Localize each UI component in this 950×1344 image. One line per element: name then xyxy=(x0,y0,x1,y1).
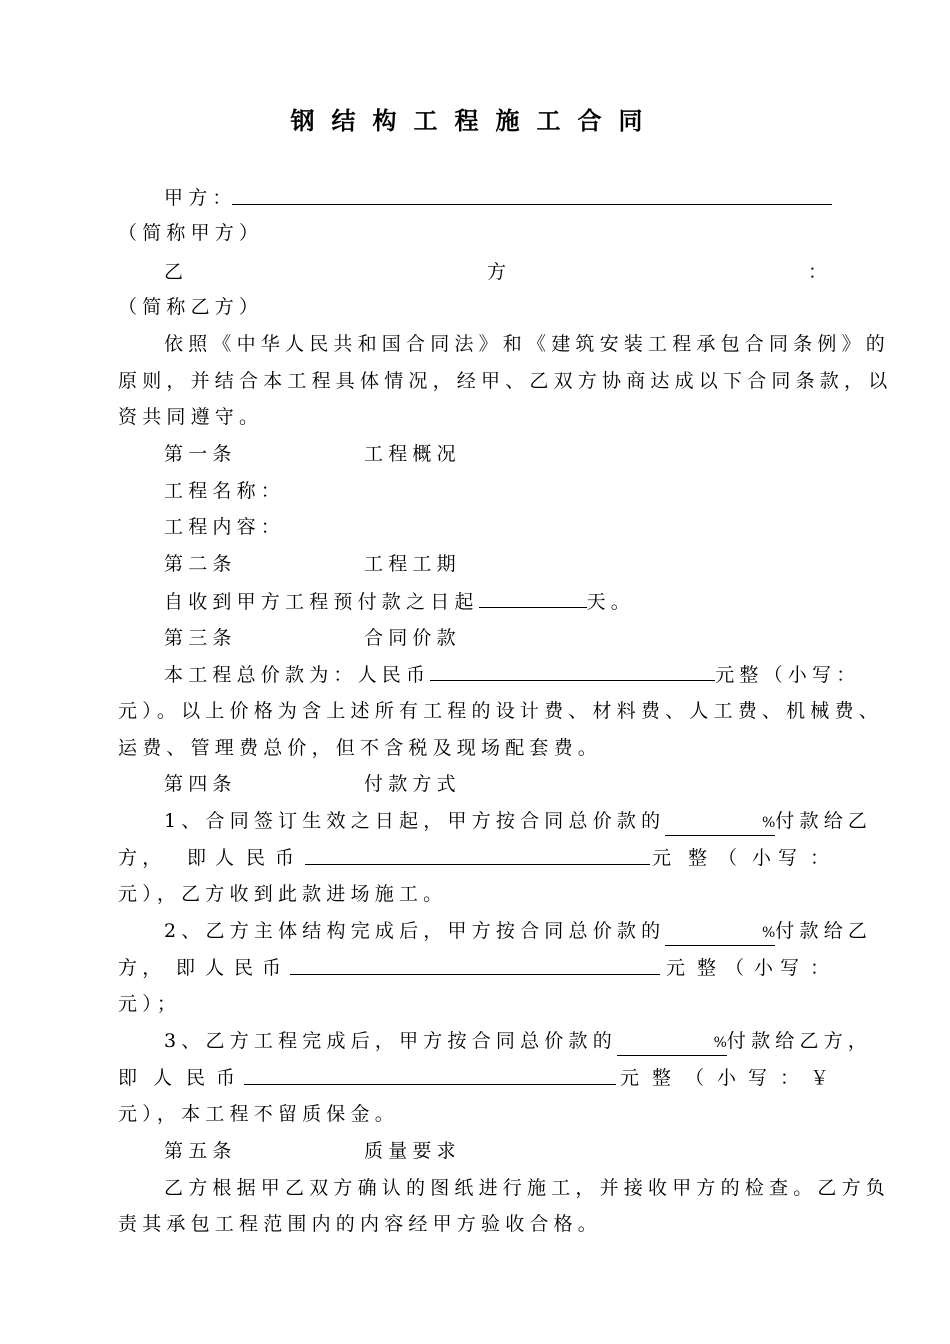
payment-1-tail-2: 整 xyxy=(688,847,713,869)
payment-1-word-4: 民 xyxy=(246,847,271,869)
article-1-number: 第一条 xyxy=(164,443,237,465)
payment-2-tail-3: （ xyxy=(725,957,750,979)
payment-3-percent-blank[interactable]: % xyxy=(617,1031,727,1056)
payment-2-word-4: 民 xyxy=(234,957,259,979)
article-2-heading xyxy=(164,552,461,576)
intro-line-2: 原则，并结合本工程具体情况，经甲、乙双方协商达成以下合同条款，以 xyxy=(118,370,893,392)
quality-line-1: 乙方根据甲乙双方确认的图纸进行施工，并接收甲方的检查。乙方负 xyxy=(164,1177,891,1199)
payment-1-word-1: 方， xyxy=(118,847,167,869)
party-a-blank[interactable] xyxy=(232,204,832,205)
payment-2-tail-6: ： xyxy=(810,957,835,979)
party-b-char-2: 方 xyxy=(487,261,512,283)
intro-line-3: 资共同遵守。 xyxy=(118,406,264,428)
payment-1-word-2: 即 xyxy=(187,847,212,869)
payment-3-word-4: 币 xyxy=(216,1067,241,1089)
article-4-title: 付款方式 xyxy=(364,773,461,795)
project-content-label: 工程内容： xyxy=(164,516,286,538)
article-5-number: 第五条 xyxy=(164,1140,237,1162)
payment-2-prefix: 2、乙方主体结构完成后，甲方按合同总价款的 xyxy=(164,920,666,942)
payment-3-word-1: 即 xyxy=(118,1067,143,1089)
payment-1-tail-1: 元 xyxy=(652,847,677,869)
article-4-heading xyxy=(164,772,461,796)
payment-2-word-1: 方， xyxy=(118,957,167,979)
payment-2-word-3: 人 xyxy=(205,957,230,979)
payment-3-tail-4: 小 xyxy=(717,1067,742,1089)
payment-3-tail-1: 元 xyxy=(620,1067,645,1089)
article-2-title: 工程工期 xyxy=(364,553,461,575)
payment-1-tail-6: ： xyxy=(810,847,835,869)
payment-3-word-3: 民 xyxy=(186,1067,211,1089)
payment-3-tail-7: ￥ xyxy=(810,1067,835,1089)
payment-1-line-3: 元），乙方收到此款进场施工。 xyxy=(118,883,448,905)
payment-2-tail-2: 整 xyxy=(697,957,722,979)
payment-2-tail-4: 小 xyxy=(754,957,779,979)
payment-3-word-2: 人 xyxy=(153,1067,178,1089)
contract-title: 钢结构工程施工合同 xyxy=(290,107,660,135)
project-name-label: 工程名称： xyxy=(164,480,286,502)
article-3-heading xyxy=(164,626,461,650)
party-b-colon: ： xyxy=(808,261,833,283)
payment-2-percent-blank[interactable]: % xyxy=(665,921,775,946)
payment-1-prefix: 1、合同签订生效之日起，甲方按合同总价款的 xyxy=(164,810,666,832)
total-price-line xyxy=(164,662,860,687)
article-5-title: 质量要求 xyxy=(364,1140,461,1162)
payment-1-tail-3: （ xyxy=(718,847,743,869)
duration-days-blank[interactable] xyxy=(479,589,587,608)
duration-prefix: 自收到甲方工程预付款之日起 xyxy=(164,591,479,613)
article-1-title: 工程概况 xyxy=(364,443,461,465)
payment-1-line-1 xyxy=(164,809,872,836)
duration-suffix: 天。 xyxy=(586,591,636,613)
payment-2-tail-5: 写 xyxy=(780,957,805,979)
total-price-prefix: 本工程总价款为：人民币 xyxy=(164,664,431,686)
total-price-blank[interactable] xyxy=(430,662,715,681)
intro-line-1: 依照《中华人民共和国合同法》和《建筑安装工程承包合同条例》的 xyxy=(164,333,891,355)
payment-2-line-3: 元）； xyxy=(118,993,182,1015)
total-price-suffix: 元整（小写： xyxy=(715,664,861,686)
payment-3-tail-3: （ xyxy=(685,1067,710,1089)
payment-1-tail-5: 写 xyxy=(778,847,803,869)
payment-2-suffix: 付款给乙 xyxy=(775,920,873,942)
party-b-short: （简称乙方） xyxy=(118,296,264,318)
party-b-char-1: 乙 xyxy=(164,261,189,283)
payment-3-tail-2: 整 xyxy=(652,1067,677,1089)
article-3-title: 合同价款 xyxy=(364,627,461,649)
price-note-line-2: 运费、管理费总价，但不含税及现场配套费。 xyxy=(118,737,603,759)
payment-2-line-1 xyxy=(164,919,872,946)
duration-line xyxy=(164,589,635,614)
payment-3-tail-5: 写 xyxy=(748,1067,773,1089)
party-a-short: （简称甲方） xyxy=(118,222,264,244)
payment-2-word-5: 币 xyxy=(262,957,287,979)
payment-2-word-2: 即 xyxy=(176,957,201,979)
payment-1-word-3: 人 xyxy=(215,847,240,869)
payment-2-tail-1: 元 xyxy=(666,957,691,979)
article-5-heading xyxy=(164,1139,461,1163)
payment-3-suffix: 付款给乙方， xyxy=(726,1030,873,1052)
payment-1-percent-blank[interactable]: % xyxy=(665,811,775,836)
article-1-heading xyxy=(164,442,461,466)
payment-1-suffix: 付款给乙 xyxy=(775,810,873,832)
article-3-number: 第三条 xyxy=(164,627,237,649)
payment-3-prefix: 3、乙方工程完成后，甲方按合同总价款的 xyxy=(164,1030,617,1052)
payment-1-word-5: 币 xyxy=(275,847,300,869)
payment-3-line-1 xyxy=(164,1029,872,1056)
party-a-label: 甲方： xyxy=(164,187,237,209)
price-note-line-1: 元）。以上价格为含上述所有工程的设计费、材料费、人工费、机械费、 xyxy=(118,700,883,722)
article-4-number: 第四条 xyxy=(164,773,237,795)
payment-1-tail-4: 小 xyxy=(752,847,777,869)
payment-3-amount-blank[interactable] xyxy=(244,1084,616,1085)
quality-line-2: 责其承包工程范围内的内容经甲方验收合格。 xyxy=(118,1213,603,1235)
payment-2-amount-blank[interactable] xyxy=(290,974,660,975)
article-2-number: 第二条 xyxy=(164,553,237,575)
payment-1-amount-blank[interactable] xyxy=(305,864,650,865)
payment-3-line-3: 元），本工程不留质保金。 xyxy=(118,1103,399,1125)
payment-3-tail-6: ： xyxy=(780,1067,805,1089)
